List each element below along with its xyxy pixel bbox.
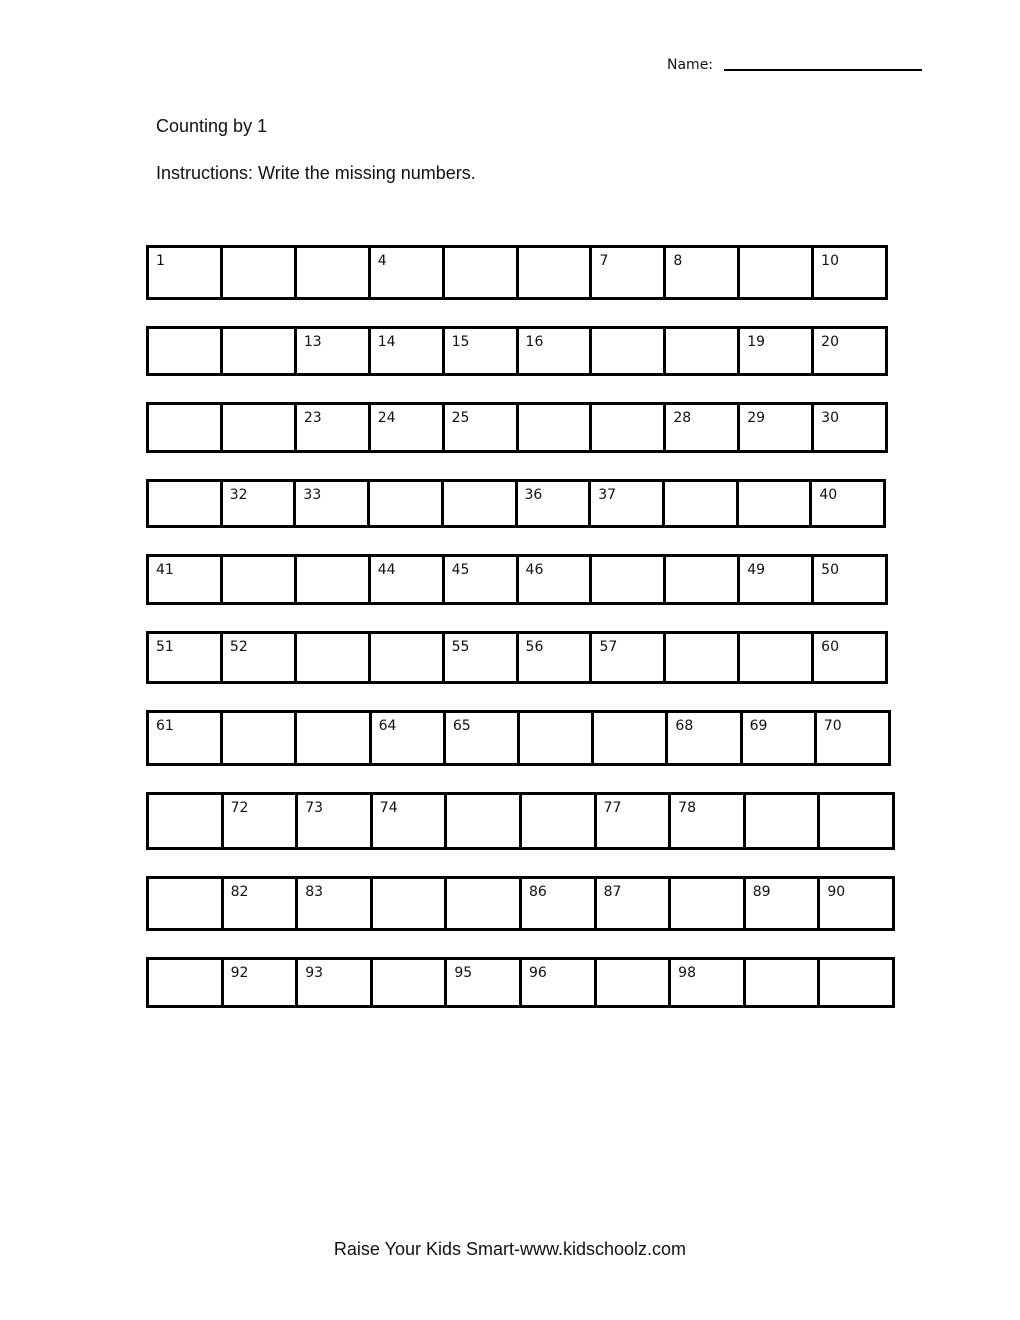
- number-cell: [814, 405, 885, 450]
- blank-cell[interactable]: [820, 795, 892, 847]
- blank-cell[interactable]: [447, 879, 522, 928]
- cell-number: 46: [525, 562, 544, 578]
- number-row: [146, 792, 895, 850]
- number-cell: [812, 482, 883, 525]
- blank-cell[interactable]: [373, 879, 448, 928]
- number-cell: [817, 713, 888, 763]
- blank-cell[interactable]: [522, 795, 597, 847]
- number-cell: [592, 634, 666, 681]
- number-cell: [522, 960, 597, 1005]
- number-cell: [522, 879, 597, 928]
- cell-number: 24: [377, 410, 396, 426]
- number-cell: [296, 482, 370, 525]
- number-cell: [371, 405, 445, 450]
- cell-number: 20: [821, 334, 839, 350]
- cell-number: 25: [451, 410, 470, 426]
- blank-cell[interactable]: [373, 960, 448, 1005]
- number-cell: [591, 482, 665, 525]
- cell-number: 55: [451, 639, 470, 655]
- cell-number: 64: [378, 718, 397, 734]
- cell-number: 56: [525, 639, 544, 655]
- number-row: [146, 245, 888, 300]
- instructions: Instructions: Write the missing numbers.: [156, 163, 476, 183]
- number-cell: [445, 557, 519, 602]
- blank-cell[interactable]: [594, 713, 668, 763]
- cell-number: 15: [451, 334, 470, 350]
- blank-cell[interactable]: [447, 795, 522, 847]
- number-cell: [447, 960, 522, 1005]
- blank-cell[interactable]: [223, 405, 297, 450]
- blank-cell[interactable]: [297, 634, 371, 681]
- blank-cell[interactable]: [149, 879, 224, 928]
- cell-number: 44: [377, 562, 396, 578]
- cell-number: 45: [451, 562, 470, 578]
- number-cell: [445, 634, 519, 681]
- number-row: [146, 957, 895, 1008]
- number-row: [146, 876, 895, 931]
- cell-number: 82: [230, 884, 249, 900]
- blank-cell[interactable]: [739, 482, 813, 525]
- number-cell: [746, 879, 821, 928]
- cell-number: 96: [528, 965, 547, 981]
- number-row: [146, 631, 888, 684]
- number-row: [146, 402, 888, 453]
- number-cell: [149, 713, 223, 763]
- blank-cell[interactable]: [370, 482, 444, 525]
- cell-number: 51: [156, 639, 174, 655]
- number-cell: [668, 713, 742, 763]
- cell-number: 28: [673, 410, 692, 426]
- number-cell: [149, 634, 223, 681]
- cell-number: 70: [823, 718, 842, 734]
- cell-number: 14: [377, 334, 396, 350]
- cell-number: 86: [528, 884, 547, 900]
- blank-cell[interactable]: [149, 960, 224, 1005]
- cell-number: 19: [747, 334, 766, 350]
- cell-number: 36: [524, 487, 543, 503]
- blank-cell[interactable]: [592, 557, 666, 602]
- cell-number: 50: [821, 562, 839, 578]
- blank-cell[interactable]: [666, 557, 740, 602]
- blank-cell[interactable]: [149, 482, 223, 525]
- number-cell: [671, 960, 746, 1005]
- cell-number: 57: [599, 639, 618, 655]
- cell-number: 93: [305, 965, 324, 981]
- blank-cell[interactable]: [740, 634, 814, 681]
- cell-number: 23: [303, 410, 322, 426]
- cell-number: 60: [821, 639, 839, 655]
- number-cell: [518, 482, 592, 525]
- number-cell: [298, 960, 373, 1005]
- number-cell: [519, 329, 593, 373]
- blank-cell[interactable]: [297, 713, 371, 763]
- blank-cell[interactable]: [820, 960, 892, 1005]
- blank-cell[interactable]: [444, 482, 518, 525]
- cell-number: 4: [377, 253, 387, 269]
- blank-cell[interactable]: [592, 405, 666, 450]
- cell-number: 8: [673, 253, 683, 269]
- number-cell: [149, 248, 223, 297]
- number-cell: [373, 795, 448, 847]
- number-cell: [223, 634, 297, 681]
- cell-number: 98: [678, 965, 696, 981]
- blank-cell[interactable]: [445, 248, 519, 297]
- number-cell: [666, 248, 740, 297]
- name-line[interactable]: [724, 69, 922, 71]
- cell-number: 40: [819, 487, 838, 503]
- number-row: [146, 710, 891, 766]
- number-cell: [671, 795, 746, 847]
- cell-number: 69: [749, 718, 768, 734]
- cell-number: 68: [675, 718, 694, 734]
- number-cell: [445, 405, 519, 450]
- number-cell: [223, 482, 297, 525]
- cell-number: 95: [454, 965, 473, 981]
- number-cell: [149, 557, 223, 602]
- cell-number: 74: [379, 800, 398, 816]
- cell-number: 30: [821, 410, 839, 426]
- cell-number: 92: [230, 965, 249, 981]
- blank-cell[interactable]: [597, 960, 672, 1005]
- cell-number: 77: [603, 800, 622, 816]
- number-cell: [224, 795, 299, 847]
- cell-number: 87: [603, 884, 622, 900]
- cell-number: 41: [156, 562, 174, 578]
- blank-cell[interactable]: [592, 329, 666, 373]
- name-label: Name:: [667, 57, 714, 73]
- blank-cell[interactable]: [740, 248, 814, 297]
- cell-number: 16: [525, 334, 544, 350]
- number-row: [146, 326, 888, 376]
- number-cell: [592, 248, 666, 297]
- cell-number: 72: [230, 800, 249, 816]
- blank-cell[interactable]: [149, 329, 223, 373]
- blank-cell[interactable]: [746, 795, 821, 847]
- worksheet-title: Counting by 1: [156, 116, 268, 136]
- cell-number: 65: [452, 718, 471, 734]
- number-cell: [597, 795, 672, 847]
- number-cell: [820, 879, 892, 928]
- cell-number: 78: [678, 800, 696, 816]
- number-cell: [372, 713, 446, 763]
- blank-cell[interactable]: [297, 557, 371, 602]
- number-cell: [519, 634, 593, 681]
- blank-cell[interactable]: [671, 879, 746, 928]
- number-cell: [445, 329, 519, 373]
- footer: Raise Your Kids Smart-www.kidschoolz.com: [333, 1239, 687, 1259]
- number-cell: [224, 960, 299, 1005]
- blank-cell[interactable]: [149, 405, 223, 450]
- cell-number: 10: [821, 253, 839, 269]
- cell-number: 37: [598, 487, 617, 503]
- blank-cell[interactable]: [223, 557, 297, 602]
- cell-number: 61: [156, 718, 174, 734]
- blank-cell[interactable]: [223, 329, 297, 373]
- number-cell: [297, 329, 371, 373]
- blank-cell[interactable]: [519, 248, 593, 297]
- blank-cell[interactable]: [519, 405, 593, 450]
- cell-number: 32: [229, 487, 248, 503]
- cell-number: 7: [599, 253, 609, 269]
- number-cell: [814, 329, 885, 373]
- number-cell: [371, 248, 445, 297]
- cell-number: 33: [303, 487, 322, 503]
- number-cell: [371, 329, 445, 373]
- number-cell: [446, 713, 520, 763]
- cell-number: 49: [747, 562, 766, 578]
- number-cell: [740, 557, 814, 602]
- number-cell: [597, 879, 672, 928]
- number-cell: [666, 405, 740, 450]
- number-cell: [743, 713, 817, 763]
- cell-number: 1: [156, 253, 165, 269]
- blank-cell[interactable]: [149, 795, 224, 847]
- cell-number: 90: [827, 884, 846, 900]
- cell-number: 73: [305, 800, 324, 816]
- number-row: [146, 554, 888, 605]
- cell-number: 13: [303, 334, 322, 350]
- blank-cell[interactable]: [746, 960, 821, 1005]
- blank-cell[interactable]: [666, 329, 740, 373]
- blank-cell[interactable]: [665, 482, 739, 525]
- number-cell: [298, 879, 373, 928]
- number-cell: [297, 405, 371, 450]
- number-cell: [224, 879, 299, 928]
- cell-number: 29: [747, 410, 766, 426]
- number-cell: [519, 557, 593, 602]
- number-cell: [814, 634, 885, 681]
- blank-cell[interactable]: [520, 713, 594, 763]
- cell-number: 89: [752, 884, 771, 900]
- number-cell: [371, 557, 445, 602]
- blank-cell[interactable]: [371, 634, 445, 681]
- number-row: [146, 479, 886, 528]
- blank-cell[interactable]: [666, 634, 740, 681]
- number-cell: [814, 248, 885, 297]
- number-cell: [740, 405, 814, 450]
- number-cell: [740, 329, 814, 373]
- cell-number: 83: [305, 884, 324, 900]
- blank-cell[interactable]: [223, 713, 297, 763]
- number-cell: [298, 795, 373, 847]
- blank-cell[interactable]: [223, 248, 297, 297]
- blank-cell[interactable]: [297, 248, 371, 297]
- cell-number: 52: [229, 639, 248, 655]
- number-cell: [814, 557, 885, 602]
